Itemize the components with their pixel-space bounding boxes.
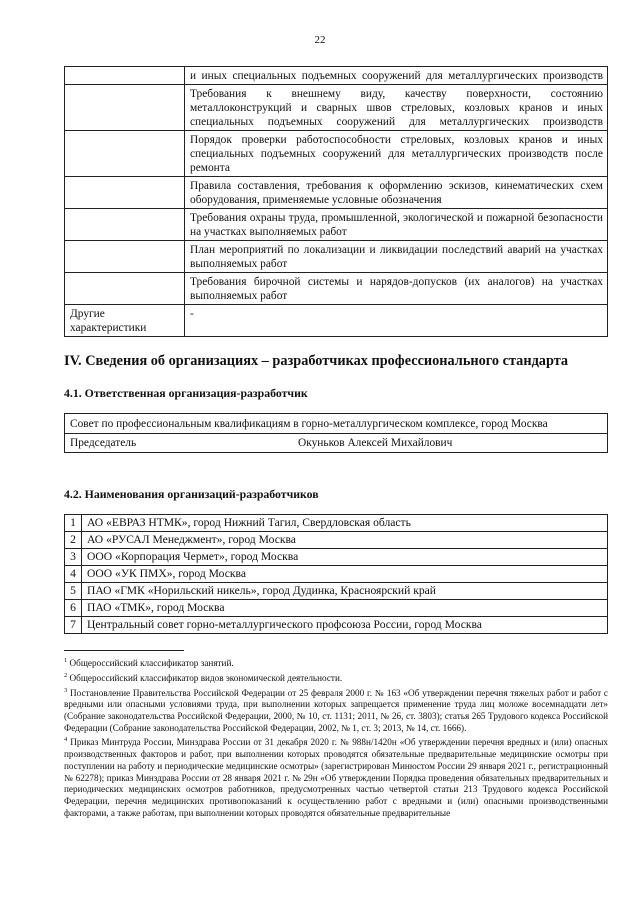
chair-person-name: Окуньков Алексей Михайлович <box>298 437 453 449</box>
row-number: 6 <box>65 600 82 617</box>
chair-position: Председатель <box>70 437 137 449</box>
developer-name: ООО «УК ПМХ», город Москва <box>82 566 608 583</box>
table-row <box>65 434 608 453</box>
knowledge-item: План мероприятий по локализации и ликвидации последствий аварий на участках выполняемых работ <box>185 241 608 273</box>
empty-cell <box>65 67 185 85</box>
row-number: 1 <box>65 515 82 532</box>
requirements-table <box>64 66 608 337</box>
knowledge-item: Правила составления, требования к оформлению эскизов, кинематических схем оборудования, применяемые условные обозначения <box>185 177 608 209</box>
table-row <box>65 617 608 634</box>
table-row <box>65 414 608 434</box>
developer-name: Центральный совет горно-металлургического профсоюза России, город Москва <box>82 617 608 634</box>
other-characteristics-value: - <box>185 305 608 337</box>
footnote-text: Приказ Минтруда России, Минздрава России от 31 декабря 2020 г. № 988н/1420н «Об утверждении перечня вредных и (или) опасных производственных факторов и работ, при выполнении которых проводятся обязательные предварительные медицинские осмотры при поступлении на работу и периодические медицинские осмотры» (зарегистрирован Минюстом России 29 января 2021 г., регистрационный № 62278); приказ Минздрава России от 28 января 2021 г. № 29н «Об утверждении Порядка проведения обязательных предварительных и периодических медицинских осмотров работников, предусмотренных частью четвертой статьи 213 Трудового кодекса Российской Федерации, перечня медицинских противопоказаний к осуществлению работ с вредными и (или) опасными производственными факторами, а также работам, при выполнении которых проводятся обязательные предварительные <box>64 737 608 818</box>
table-row <box>65 532 608 549</box>
row-number: 5 <box>65 583 82 600</box>
table-row <box>65 273 608 305</box>
footnote <box>64 670 608 685</box>
knowledge-item: Требования охраны труда, промышленной, экологической и пожарной безопасности на участках выполняемых работ <box>185 209 608 241</box>
footnote <box>64 734 608 819</box>
developer-name: АО «РУСАЛ Менеджмент», город Москва <box>82 532 608 549</box>
other-characteristics-label: Другие характеристики <box>65 305 185 337</box>
footnote-divider <box>64 650 184 651</box>
section-title: IV. Сведения об организациях – разработчиках профессионального стандарта <box>64 353 569 369</box>
footnote-text: Общероссийский классификатор видов экономической деятельности. <box>67 672 343 683</box>
developers-table <box>64 514 608 634</box>
responsible-org-table <box>64 413 608 453</box>
knowledge-item: Порядок проверки работоспособности стреловых, козловых кранов и иных специальных подъемных сооружений для металлургических производств после ремонта <box>185 131 608 177</box>
row-number: 4 <box>65 566 82 583</box>
table-row <box>65 566 608 583</box>
developers-heading: 4.2. Наименования организаций-разработчиков <box>64 487 319 501</box>
empty-cell <box>65 85 185 131</box>
empty-cell <box>65 177 185 209</box>
table-row <box>65 600 608 617</box>
row-number: 3 <box>65 549 82 566</box>
footnote-text: Общероссийский классификатор занятий. <box>67 658 234 669</box>
footnote-mark: 4 <box>64 736 68 744</box>
knowledge-item: и иных специальных подъемных сооружений для металлургических производств <box>185 67 608 85</box>
empty-cell <box>65 273 185 305</box>
row-number: 7 <box>65 617 82 634</box>
empty-cell <box>65 131 185 177</box>
table-row <box>65 241 608 273</box>
responsible-org-heading: 4.1. Ответственная организация-разработчик <box>64 386 308 400</box>
table-row <box>65 67 608 85</box>
table-row <box>65 583 608 600</box>
table-row <box>65 515 608 532</box>
table-row <box>65 549 608 566</box>
table-row <box>65 85 608 131</box>
footnote-mark: 1 <box>64 657 68 664</box>
empty-cell <box>65 209 185 241</box>
developer-name: ООО «Корпорация Чермет», город Москва <box>82 549 608 566</box>
footnotes <box>64 655 608 819</box>
chair-cell <box>65 434 608 453</box>
responsible-org-name: Совет по профессиональным квалификациям в горно-металлургическом комплексе, город Москва <box>65 414 608 434</box>
knowledge-item: Требования бирочной системы и нарядов-допусков (их аналогов) на участках выполняемых работ <box>185 273 608 305</box>
table-row <box>65 131 608 177</box>
table-row <box>65 209 608 241</box>
knowledge-item: Требования к внешнему виду, качеству поверхности, состоянию металлоконструкций и сварных швов стреловых, козловых кранов и иных специальных подъемных сооружений для металлургических производств <box>185 85 608 131</box>
page-number: 22 <box>314 34 326 46</box>
empty-cell <box>65 241 185 273</box>
table-row <box>65 305 608 337</box>
developer-name: АО «ЕВРАЗ НТМК», город Нижний Тагил, Свердловская область <box>82 515 608 532</box>
developer-name: ПАО «ТМК», город Москва <box>82 600 608 617</box>
row-number: 2 <box>65 532 82 549</box>
footnote-mark: 2 <box>64 671 68 679</box>
table-row <box>65 177 608 209</box>
footnote-mark: 3 <box>64 686 68 694</box>
footnote <box>64 685 608 735</box>
footnote-text: Постановление Правительства Российской Федерации от 25 февраля 2000 г. № 163 «Об утверждении перечня тяжелых работ и работ с вредными или опасными условиями труда, при выполнении которых запрещается применение труда лиц моложе восемнадцати лет» (Собрание законодательства Российской Федерации, 2000, № 10, ст. 1131; 2011, № 26, ст. 3803); статья 265 Трудового кодекса Российской Федерации (Собрание законодательства Российской Федерации, 2002, № 1, ст. 3; 2013, № 14, ст. 1666). <box>64 687 608 733</box>
footnote <box>64 655 608 670</box>
developer-name: ПАО «ГМК «Норильский никель», город Дудинка, Красноярский край <box>82 583 608 600</box>
